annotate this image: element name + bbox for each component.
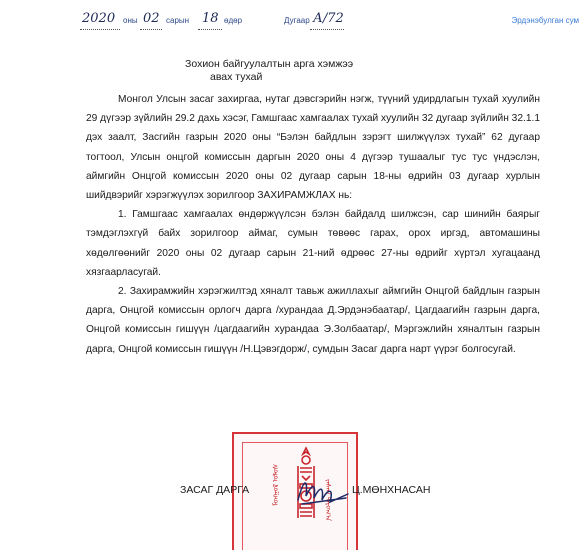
document-number: А/72 [313,11,344,26]
handwritten-signature [290,474,360,508]
month-suffix: сарын [166,16,190,25]
document-header [0,10,585,32]
day-underline [198,29,222,30]
date-year: 2020 [82,11,116,26]
month-underline [140,29,162,30]
date-month: 02 [143,11,160,26]
signer-name: Ц.МӨНХНАСАН [352,484,431,496]
year-suffix: оны [123,16,138,25]
paragraph-preamble: Монгол Улсын засаг захиргаа, нутаг дэвсгэрийн нэгж, түүний удирдлагын тухай хуулийн 29 дүгээр зүйлийн 29.2 дахь хэсэг, Гамшгаас хамгаалах тухай хуулийн 32 дугаар зүйлийн 32.1.1 дэх заалт, Засгийн газрын 2020 оны “Бэлэн байдлын зэрэгт шилжүүлэх тухай” 62 дугаар тогтоол, Улсын онцгой комиссын даргын 2020 оны 4 дүгээр тушаалыг тус тус үндэслэн, аймгийн Онцгой комиссын 2020 оны 02 дугаар сарын 18-ны өдрийн 03 дугаар хурлын шийдвэрийг хэрэгжүүлэх зорилгоор ЗАХИРАМЖЛАХ нь: [86,94,540,202]
date-day: 18 [202,11,219,26]
signer-title: ЗАСАГ ДАРГА [180,484,250,496]
stamp-mongol-script-left: ᠮᠣᠩᠭᠣᠯ ᠤᠯᠤᠰ [273,463,281,507]
year-underline [80,29,120,30]
day-suffix: өдөр [224,16,243,25]
paragraph-item-1: 1. Гамшгаас хамгаалах өндөржүүлсэн бэлэн байдалд шилжсэн, сар шинийн баярыг тэмдэглэхгүй байх зорилгоор аймаг, сумын төвөөс гарах, орох иргэд, автомашины хөдөлгөөнийг 2020 оны 02 дугаар сарын 21-ний өдрөөс 27-ны өдрийг хүртэл хугацаанд хязгаарласугай. [86,209,540,278]
number-underline [310,29,344,30]
document-title [185,58,405,84]
stamp-mongol-script-right: ᠵᠠᠰᠠᠭ ᠳᠠᠷᠤᠭ᠎ᠠ [324,479,332,521]
document-body [86,90,540,359]
title-line-2: авах тухай [210,71,263,83]
title-line-1: Зохион байгуулалтын арга хэмжээ [185,58,354,70]
paragraph-item-2: 2. Захирамжийн хэрэгжилтэд хяналт тавьж ажиллахыг аймгийн Онцгой байдлын газрын дарга, Онцгой комиссын орлогч дарга /хурандаа Д.Эрдэнэбаатар/, Цагдаагийн газрын дарга, Онцгой комиссын гишүүн /цагдаагийн хурандаа Э.Золбаатар/, Мэргэжлийн хяналтын газрын дарга, Онцгой комиссын гишүүн /Н.Цэвэгдорж/, сумдын Засаг дарга нарт үүрэг болгосугай. [86,286,540,355]
number-label: Дугаар [284,16,310,25]
place-name: Эрдэнэбулган сум [511,16,579,25]
